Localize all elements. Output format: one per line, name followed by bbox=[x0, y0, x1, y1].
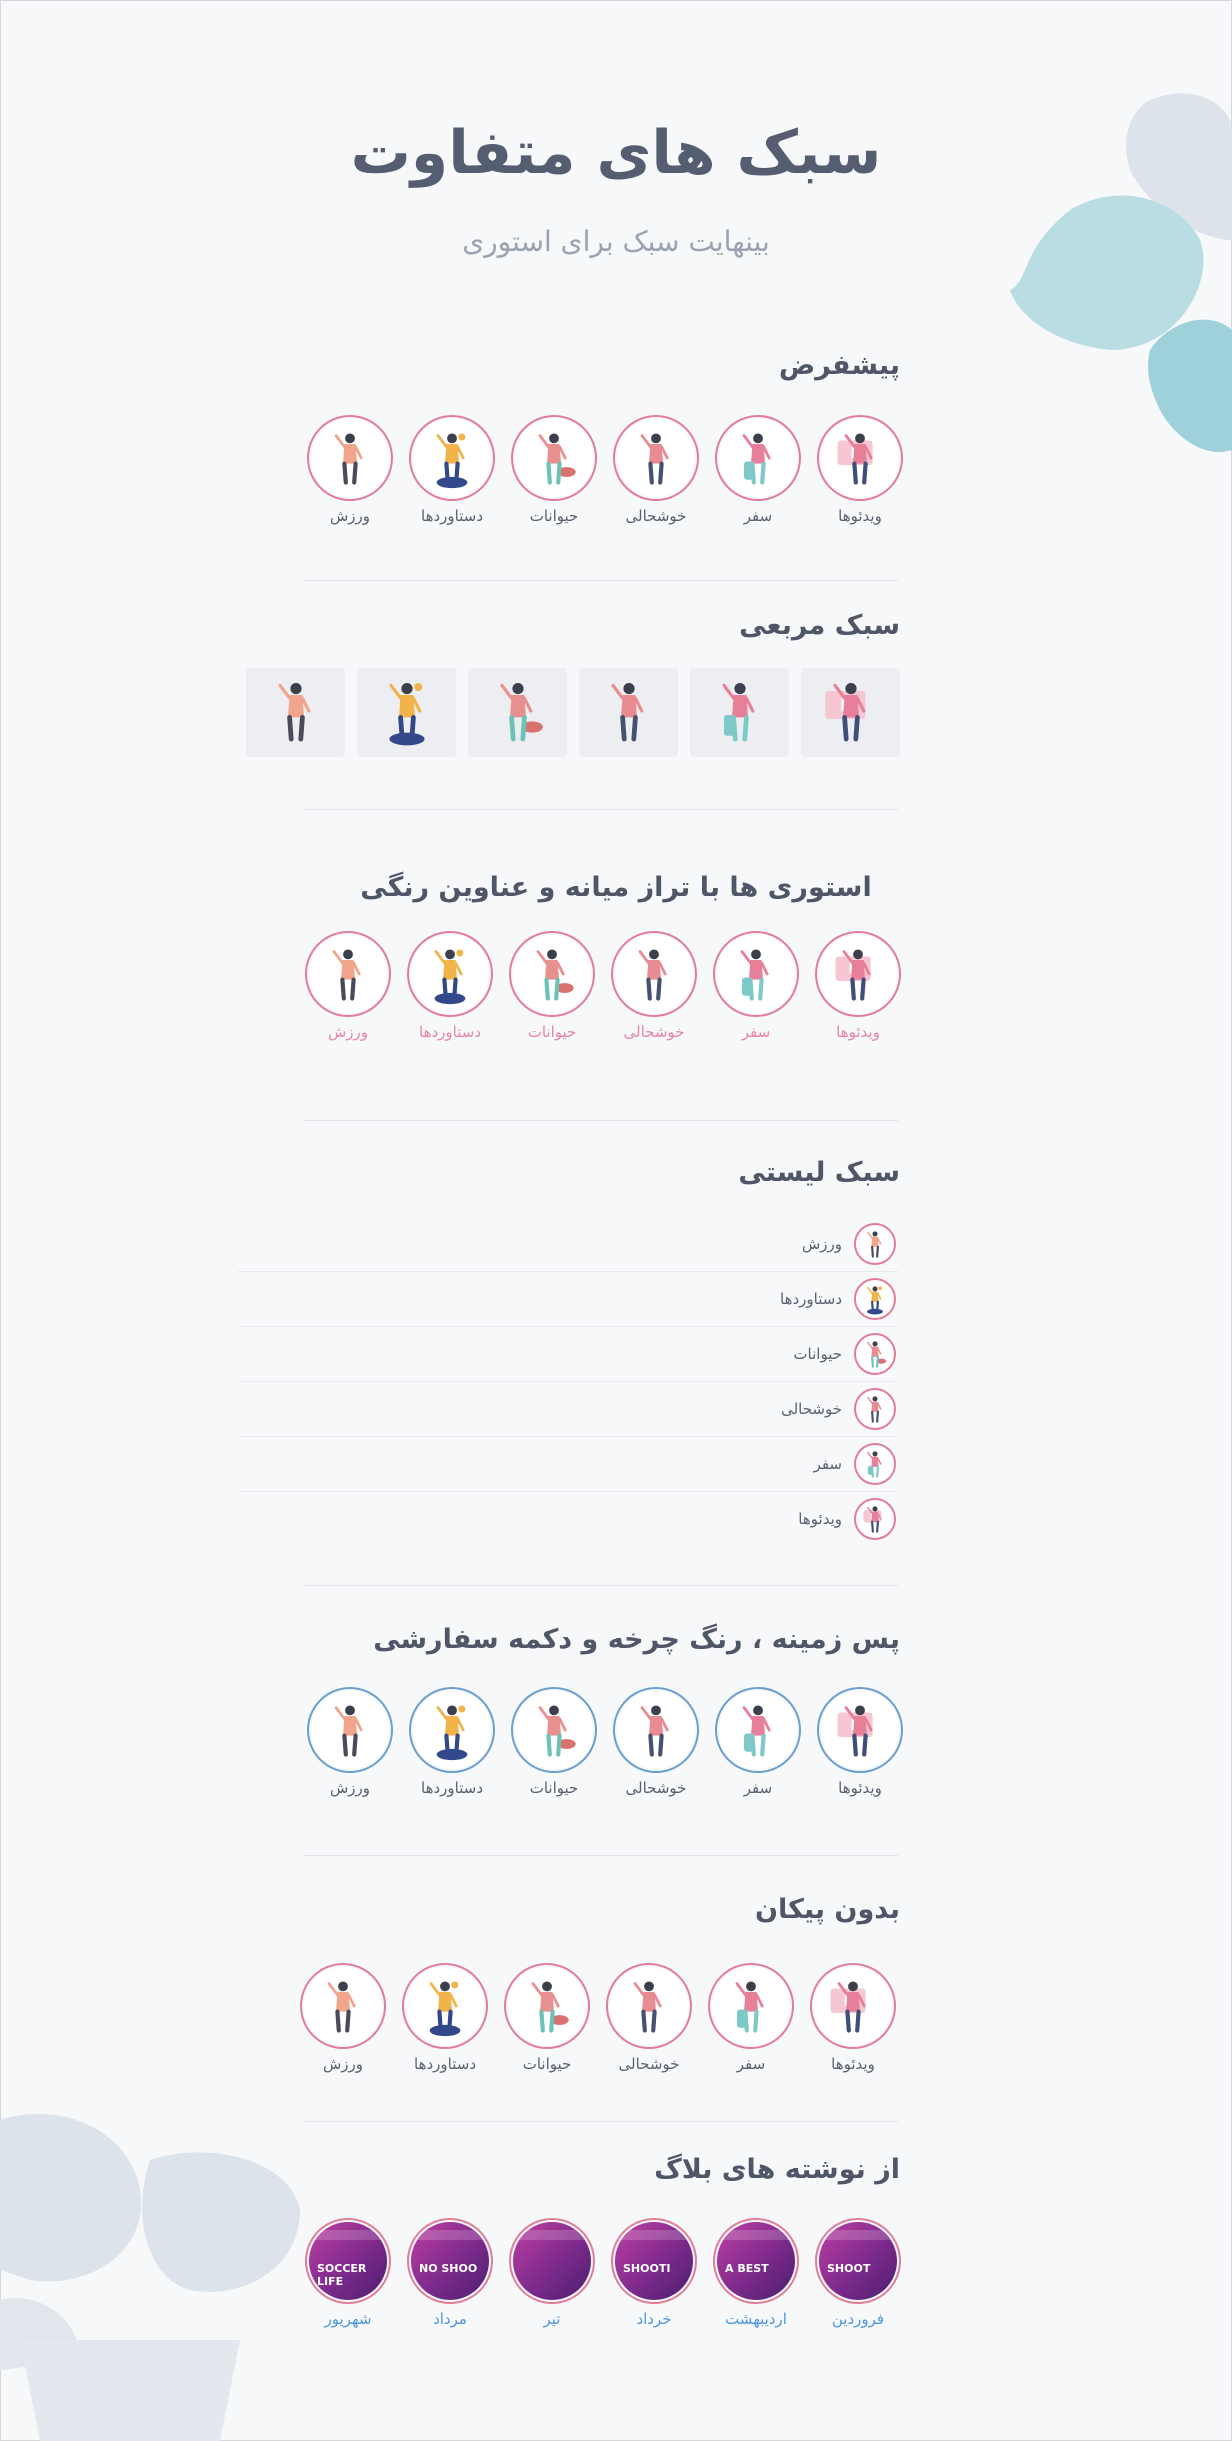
blog-story-label: فروردین bbox=[831, 2310, 885, 2328]
list-item-label: ویدئوها bbox=[798, 1510, 842, 1528]
achievement-icon bbox=[854, 1278, 896, 1320]
story-item[interactable] bbox=[610, 931, 698, 1041]
traveler-icon bbox=[717, 935, 795, 1013]
list-item[interactable] bbox=[238, 1217, 898, 1272]
story-item[interactable] bbox=[707, 1963, 795, 2073]
happy-person-icon bbox=[615, 935, 693, 1013]
divider bbox=[304, 1585, 898, 1586]
story-label: دستاوردها bbox=[421, 507, 483, 525]
story-ring[interactable] bbox=[511, 1687, 597, 1773]
story-label: ویدئوها bbox=[838, 507, 882, 525]
video-person-icon bbox=[819, 935, 897, 1013]
story-label: ورزش bbox=[327, 1023, 369, 1041]
page-title: سبک های متفاوت bbox=[350, 118, 882, 188]
story-label: سفر bbox=[743, 1779, 773, 1797]
story-ring[interactable] bbox=[713, 931, 799, 1017]
story-label: خوشحالی bbox=[625, 507, 687, 525]
achievement-icon bbox=[413, 1691, 491, 1769]
video-person-icon bbox=[821, 419, 899, 497]
video-person-icon bbox=[811, 671, 891, 755]
story-item[interactable] bbox=[612, 1687, 700, 1797]
dog-walker-icon bbox=[508, 1967, 586, 2045]
story-ring[interactable] bbox=[817, 415, 903, 501]
blog-story-item[interactable] bbox=[712, 2218, 800, 2328]
section-title-middle: استوری ها با تراز میانه و عناوین رنگی bbox=[360, 872, 872, 903]
story-ring[interactable] bbox=[708, 1963, 794, 2049]
blog-thumbnail bbox=[717, 2222, 795, 2300]
story-item[interactable] bbox=[306, 415, 394, 525]
story-item[interactable] bbox=[408, 415, 496, 525]
story-ring[interactable] bbox=[407, 931, 493, 1017]
story-item[interactable] bbox=[612, 415, 700, 525]
story-item[interactable] bbox=[816, 1687, 904, 1797]
story-ring[interactable] bbox=[409, 415, 495, 501]
happy-person-icon bbox=[617, 1691, 695, 1769]
story-ring[interactable] bbox=[606, 1963, 692, 2049]
story-item[interactable] bbox=[304, 931, 392, 1041]
sport-person-icon bbox=[311, 419, 389, 497]
square-story-achievement[interactable] bbox=[357, 668, 456, 757]
story-ring[interactable] bbox=[613, 415, 699, 501]
dog-walker-icon bbox=[513, 935, 591, 1013]
achievement-icon bbox=[406, 1967, 484, 2045]
blog-story-label: خرداد bbox=[636, 2310, 672, 2328]
square-story-traveler[interactable] bbox=[690, 668, 789, 757]
sport-person-icon bbox=[311, 1691, 389, 1769]
section-title-blog: از نوشته های بلاگ bbox=[654, 2154, 900, 2185]
blog-story-item[interactable] bbox=[610, 2218, 698, 2328]
blog-thumbnail bbox=[819, 2222, 897, 2300]
story-item[interactable] bbox=[816, 415, 904, 525]
sport-person-icon bbox=[256, 671, 336, 755]
story-item[interactable] bbox=[401, 1963, 489, 2073]
list-item-label: ورزش bbox=[801, 1235, 842, 1253]
story-item[interactable] bbox=[503, 1963, 591, 2073]
story-ring[interactable] bbox=[815, 931, 901, 1017]
happy-person-icon bbox=[589, 671, 669, 755]
video-person-icon bbox=[814, 1967, 892, 2045]
story-row-middle bbox=[304, 931, 902, 1041]
story-item[interactable] bbox=[306, 1687, 394, 1797]
story-item[interactable] bbox=[408, 1687, 496, 1797]
story-ring[interactable] bbox=[504, 1963, 590, 2049]
list-item-label: دستاوردها bbox=[780, 1290, 842, 1308]
story-label: حیوانات bbox=[522, 2055, 572, 2073]
square-story-video-person[interactable] bbox=[801, 668, 900, 757]
divider bbox=[304, 2121, 898, 2122]
story-label: ویدئوها bbox=[831, 2055, 875, 2073]
story-ring[interactable] bbox=[307, 1687, 393, 1773]
traveler-icon bbox=[719, 1691, 797, 1769]
square-story-happy-person[interactable] bbox=[579, 668, 678, 757]
square-story-dog-walker[interactable] bbox=[468, 668, 567, 757]
section-title-custom: پس زمینه ، رنگ چرخه و دکمه سفارشی bbox=[373, 1624, 900, 1655]
section-title-default: پیشفرض bbox=[778, 350, 900, 381]
story-ring[interactable] bbox=[817, 1687, 903, 1773]
section-title-list: سبک لیستی bbox=[738, 1157, 900, 1188]
story-label: خوشحالی bbox=[625, 1779, 687, 1797]
section-title-square: سبک مربعی bbox=[739, 610, 900, 641]
list-item-label: خوشحالی bbox=[781, 1400, 842, 1418]
story-label: دستاوردها bbox=[414, 2055, 476, 2073]
blog-thumbnail bbox=[309, 2222, 387, 2300]
plant-pot-decoration bbox=[0, 2100, 310, 2441]
traveler-icon bbox=[700, 671, 780, 755]
happy-person-icon bbox=[617, 419, 695, 497]
story-label: ویدئوها bbox=[838, 1779, 882, 1797]
story-ring[interactable] bbox=[810, 1963, 896, 2049]
story-label: سفر bbox=[741, 1023, 771, 1041]
list-item[interactable] bbox=[238, 1327, 898, 1382]
story-ring[interactable] bbox=[713, 2218, 799, 2304]
dog-walker-icon bbox=[854, 1333, 896, 1375]
blog-thumbnail-text: SOCCER LIFE bbox=[317, 2262, 367, 2288]
story-row-blog bbox=[304, 2218, 902, 2328]
story-ring[interactable] bbox=[407, 2218, 493, 2304]
traveler-icon bbox=[712, 1967, 790, 2045]
story-label: حیوانات bbox=[529, 1779, 579, 1797]
story-ring[interactable] bbox=[715, 415, 801, 501]
achievement-icon bbox=[413, 419, 491, 497]
blog-story-item[interactable] bbox=[304, 2218, 392, 2328]
story-ring[interactable] bbox=[305, 931, 391, 1017]
story-item[interactable] bbox=[510, 415, 598, 525]
story-label: سفر bbox=[743, 507, 773, 525]
story-ring[interactable] bbox=[611, 2218, 697, 2304]
story-item[interactable] bbox=[714, 415, 802, 525]
section-title-no-arrow: بدون پیکان bbox=[754, 1894, 900, 1925]
list-item-label: حیوانات bbox=[793, 1345, 842, 1363]
blog-story-label: شهریور bbox=[324, 2310, 372, 2328]
list-item-label: سفر bbox=[813, 1455, 842, 1473]
story-ring[interactable] bbox=[307, 415, 393, 501]
story-label: حیوانات bbox=[529, 507, 579, 525]
story-label: ورزش bbox=[322, 2055, 364, 2073]
happy-person-icon bbox=[854, 1388, 896, 1430]
story-item[interactable] bbox=[605, 1963, 693, 2073]
story-item[interactable] bbox=[508, 931, 596, 1041]
video-person-icon bbox=[854, 1498, 896, 1540]
blog-story-item[interactable] bbox=[508, 2218, 596, 2328]
blog-thumbnail-text: SHOOTI bbox=[623, 2262, 671, 2275]
story-label: ورزش bbox=[329, 1779, 371, 1797]
divider bbox=[304, 1855, 898, 1856]
blog-thumbnail-text: A BEST bbox=[725, 2262, 769, 2275]
story-item[interactable] bbox=[712, 931, 800, 1041]
blog-thumbnail bbox=[513, 2222, 591, 2300]
story-label: دستاوردها bbox=[421, 1779, 483, 1797]
blog-story-label: تیر bbox=[543, 2310, 561, 2328]
traveler-icon bbox=[854, 1443, 896, 1485]
story-row-default bbox=[306, 415, 904, 525]
story-ring[interactable] bbox=[509, 2218, 595, 2304]
blog-story-label: اردیبهشت bbox=[725, 2310, 787, 2328]
story-label: دستاوردها bbox=[419, 1023, 481, 1041]
divider bbox=[304, 1120, 898, 1121]
divider bbox=[304, 580, 898, 581]
list-item[interactable] bbox=[238, 1272, 898, 1327]
page-subtitle: بینهایت سبک برای استوری bbox=[462, 225, 770, 258]
happy-person-icon bbox=[610, 1967, 688, 2045]
achievement-icon bbox=[367, 671, 447, 755]
blog-story-item[interactable] bbox=[406, 2218, 494, 2328]
story-ring[interactable] bbox=[815, 2218, 901, 2304]
story-item[interactable] bbox=[814, 931, 902, 1041]
story-row-custom bbox=[306, 1687, 904, 1797]
dog-walker-icon bbox=[515, 419, 593, 497]
dog-walker-icon bbox=[515, 1691, 593, 1769]
story-item[interactable] bbox=[714, 1687, 802, 1797]
story-label: خوشحالی bbox=[623, 1023, 685, 1041]
story-ring[interactable] bbox=[613, 1687, 699, 1773]
square-story-sport-person[interactable] bbox=[246, 668, 345, 757]
traveler-icon bbox=[719, 419, 797, 497]
list-item[interactable] bbox=[238, 1492, 898, 1546]
list-item[interactable] bbox=[238, 1382, 898, 1437]
list-item[interactable] bbox=[238, 1437, 898, 1492]
story-ring[interactable] bbox=[305, 2218, 391, 2304]
story-ring[interactable] bbox=[409, 1687, 495, 1773]
story-row-square bbox=[246, 668, 900, 757]
story-label: سفر bbox=[736, 2055, 766, 2073]
story-ring[interactable] bbox=[509, 931, 595, 1017]
achievement-icon bbox=[411, 935, 489, 1013]
video-person-icon bbox=[821, 1691, 899, 1769]
sport-person-icon bbox=[309, 935, 387, 1013]
story-ring[interactable] bbox=[611, 931, 697, 1017]
blog-story-item[interactable] bbox=[814, 2218, 902, 2328]
blog-thumbnail-text: SHOOT bbox=[827, 2262, 871, 2275]
sport-person-icon bbox=[854, 1223, 896, 1265]
story-label: ورزش bbox=[329, 507, 371, 525]
story-label: خوشحالی bbox=[618, 2055, 680, 2073]
story-item[interactable] bbox=[299, 1963, 387, 2073]
sport-person-icon bbox=[304, 1967, 382, 2045]
blog-thumbnail bbox=[411, 2222, 489, 2300]
story-label: حیوانات bbox=[527, 1023, 577, 1041]
story-ring[interactable] bbox=[402, 1963, 488, 2049]
story-ring[interactable] bbox=[715, 1687, 801, 1773]
story-ring[interactable] bbox=[511, 415, 597, 501]
story-item[interactable] bbox=[510, 1687, 598, 1797]
blog-story-label: مرداد bbox=[433, 2310, 467, 2328]
divider bbox=[304, 809, 898, 810]
blog-thumbnail bbox=[615, 2222, 693, 2300]
story-ring[interactable] bbox=[300, 1963, 386, 2049]
blog-thumbnail-text: NO SHOO bbox=[419, 2262, 478, 2275]
story-item[interactable] bbox=[809, 1963, 897, 2073]
dog-walker-icon bbox=[478, 671, 558, 755]
story-item[interactable] bbox=[406, 931, 494, 1041]
story-list bbox=[238, 1217, 898, 1546]
story-label: ویدئوها bbox=[836, 1023, 880, 1041]
story-row-no-arrow bbox=[299, 1963, 897, 2073]
